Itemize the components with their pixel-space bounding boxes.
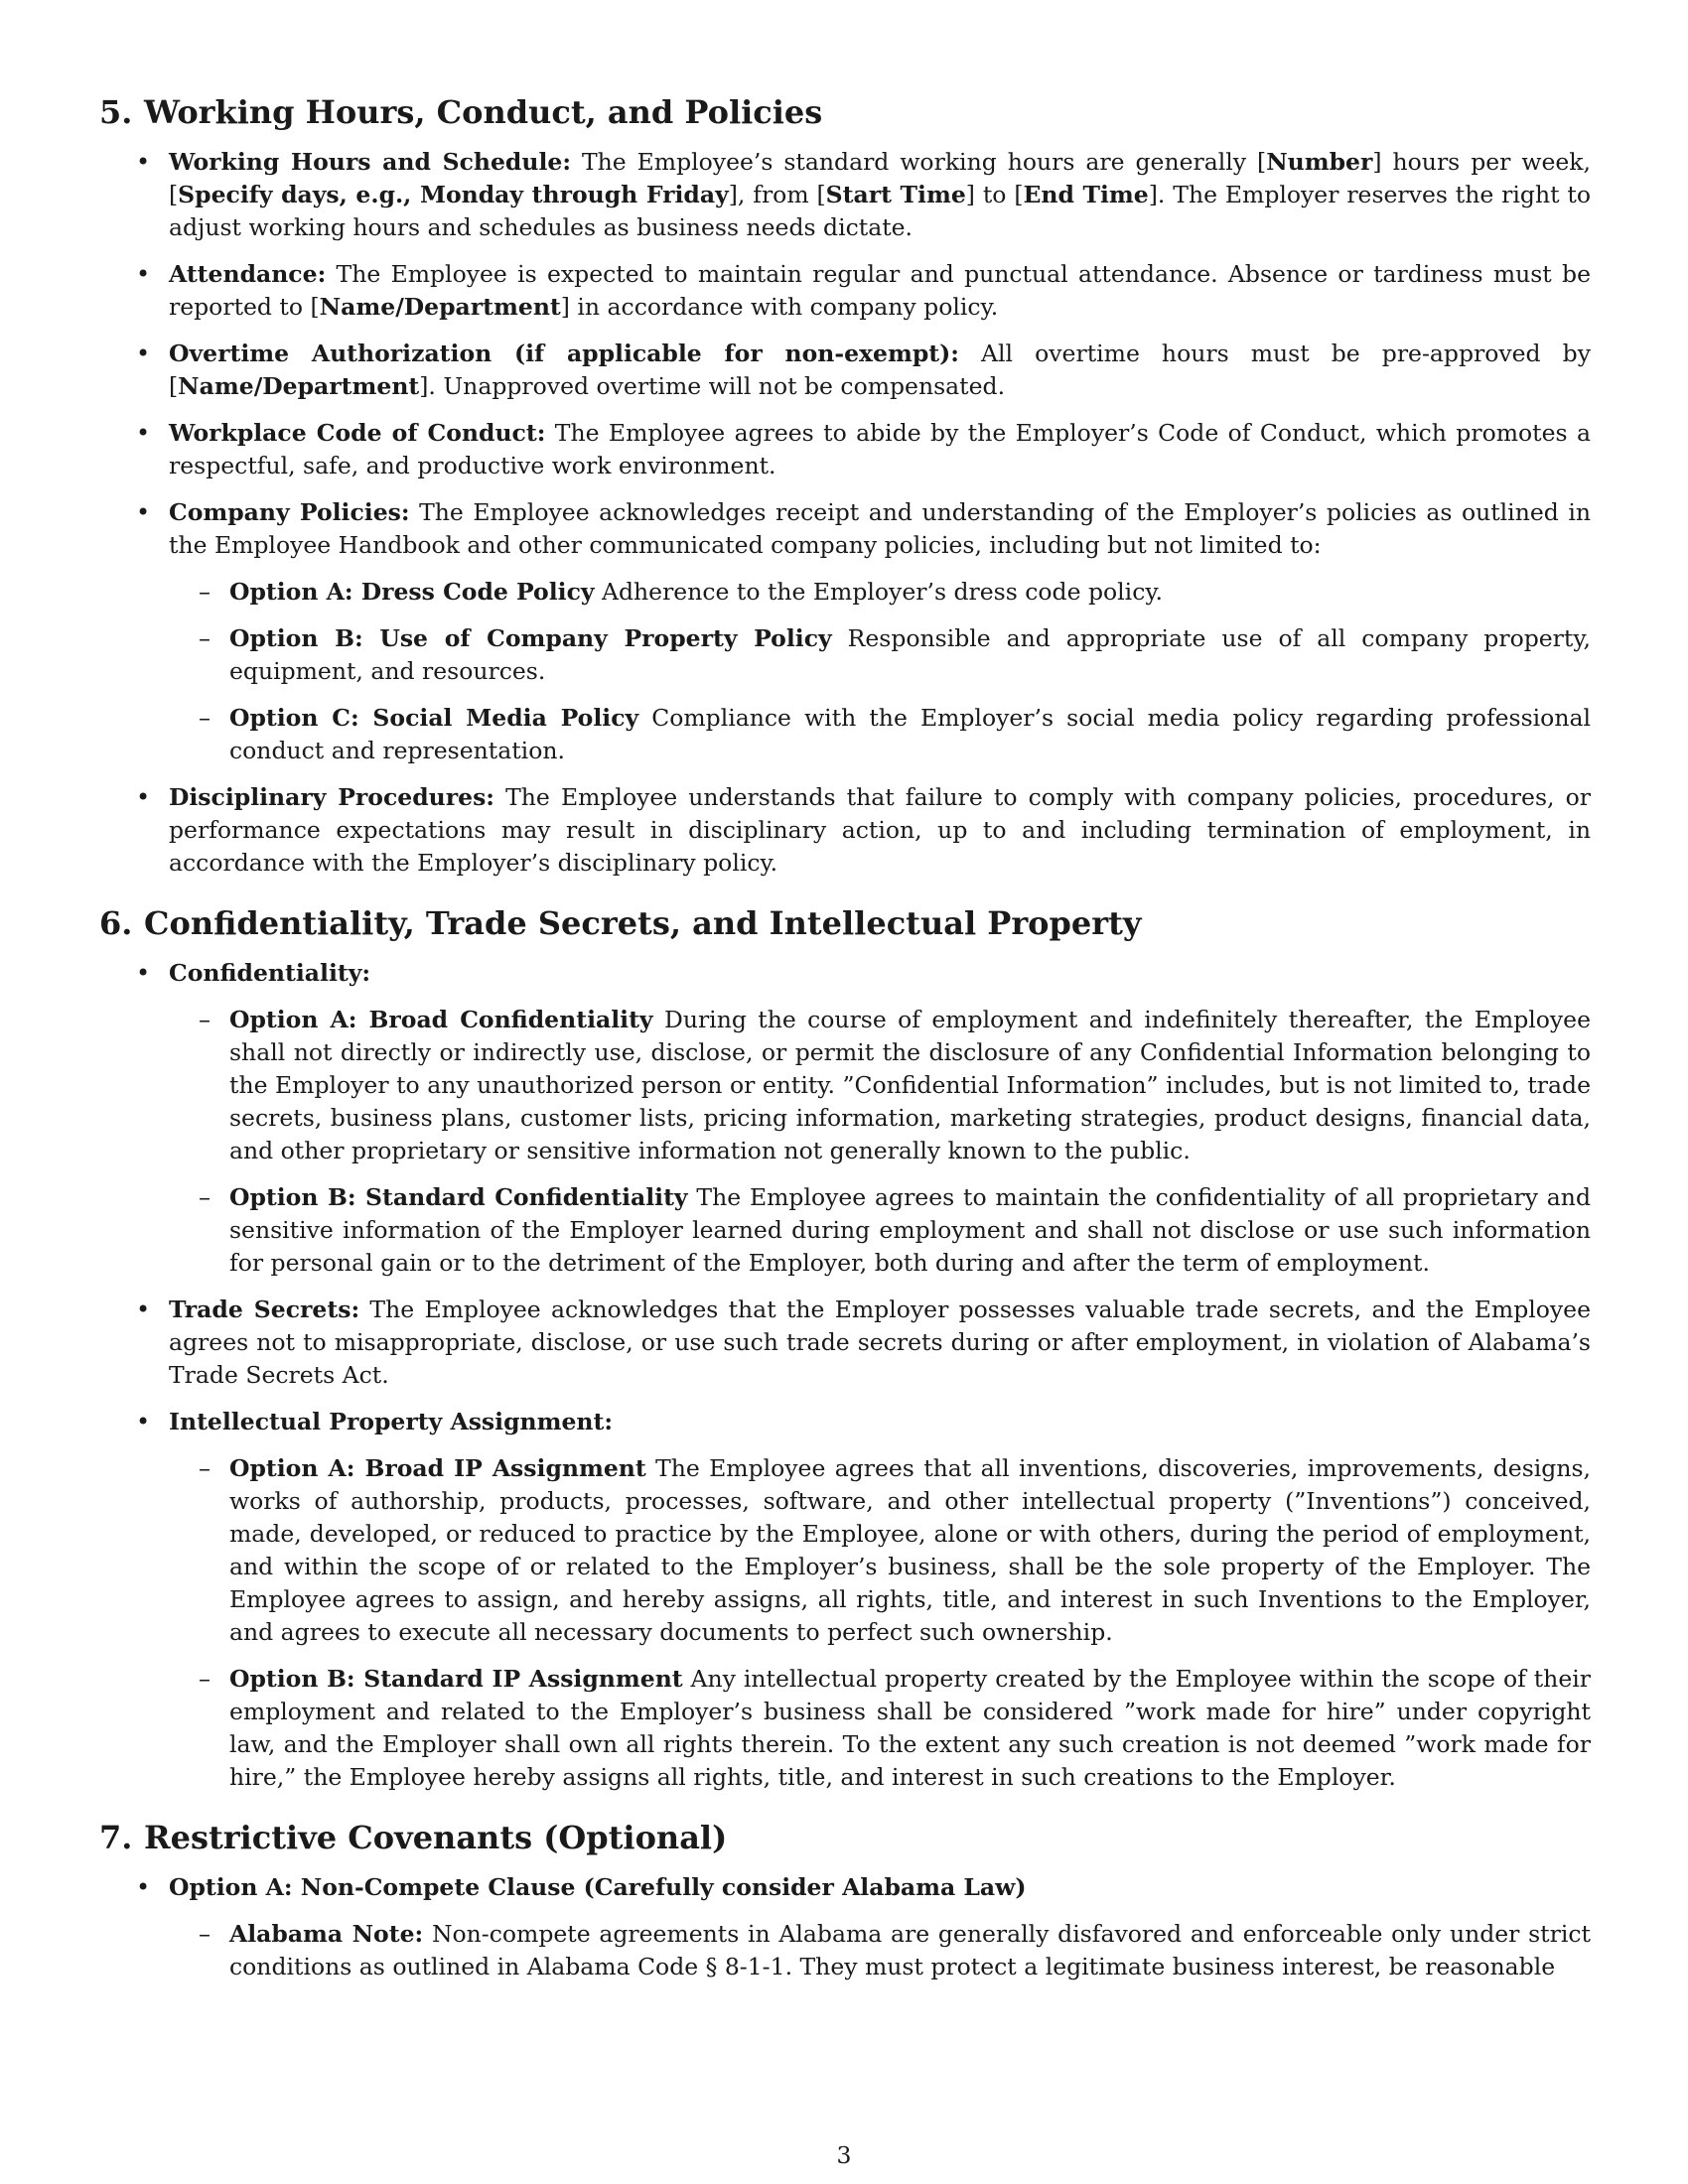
text-run: The Employee is expected to maintain regular and punctual attendance. Absence or tardiness must be reported to [	[169, 260, 1591, 321]
bold-text-run: Intellectual Property Assignment:	[169, 1408, 614, 1435]
text-run: ] to [	[965, 181, 1024, 208]
sub-list-item	[169, 622, 1591, 688]
bold-text-run: Number	[1266, 148, 1373, 176]
bold-text-run: Start Time	[825, 181, 966, 208]
text-run: The Employee agrees to maintain the confidentiality of all proprietary and sensitive information of the Employer learned during employment and shall not disclose or use such information for personal gain or to the detriment of the Employer, both during and after the term of employment.	[229, 1183, 1591, 1277]
section-5	[99, 92, 1591, 880]
list-item-text	[169, 146, 1591, 244]
text-run: ]. Unapproved overtime will not be compensated.	[419, 372, 1006, 400]
list-item-text	[169, 957, 1591, 990]
list-item	[99, 1871, 1591, 1983]
list-item	[99, 258, 1591, 324]
list-item	[99, 1294, 1591, 1392]
list-item-text	[169, 1294, 1591, 1392]
sub-list-item-text	[229, 702, 1591, 767]
bold-text-run: Option B: Standard Confidentiality	[229, 1183, 688, 1211]
bold-text-run: End Time	[1023, 181, 1149, 208]
text-run: The Employee acknowledges receipt and understanding of the Employer’s policies as outlined in the Employee Handbook and other communicated company policies, including but not limited to:	[169, 498, 1591, 559]
list-item-text	[169, 1871, 1591, 1904]
sub-list-item	[169, 1452, 1591, 1649]
text-run: All overtime hours must be pre-approved by [	[169, 340, 1592, 400]
sub-list	[169, 1452, 1591, 1794]
list-item-text	[169, 781, 1591, 880]
text-run: ] hours per week, [	[169, 148, 1591, 208]
text-run: Any intellectual property created by the Employee within the scope of their employment and related to the Employer’s business shall be considered ”work made for hire” under copyright law, and the Employer shall own all rights therein. To the extent any such creation is not deemed ”work made for hire,” the Employee hereby assigns all rights, title, and interest in such creations to the Employer.	[229, 1665, 1591, 1791]
list-item-text	[169, 1406, 1591, 1438]
text-run: Responsible and appropriate use of all company property, equipment, and resources.	[229, 624, 1591, 685]
bold-text-run: Option A: Broad IP Assignment	[229, 1454, 646, 1482]
bold-text-run: Specify days, e.g., Monday through Friday	[178, 181, 729, 208]
list-item	[99, 957, 1591, 1280]
bold-text-run: Option B: Use of Company Property Policy	[229, 624, 832, 652]
bold-text-run: Company Policies:	[169, 498, 410, 526]
sub-list	[169, 1004, 1591, 1280]
section-heading	[99, 903, 1591, 943]
sub-list-item-text	[229, 1181, 1591, 1280]
text-run: The Employee acknowledges that the Employer possesses valuable trade secrets, and the Employee agrees not to misappropriate, disclose, or use such trade secrets during or after employment, in violation of Alabama’s Trade Secrets Act.	[169, 1296, 1591, 1389]
text-run: During the course of employment and indefinitely thereafter, the Employee shall not directly or indirectly use, disclose, or permit the disclosure of any Confidential Information belonging to the Employer to any unauthorized person or entity. ”Confidential Information” includes, but is not limited to, trade secrets, business plans, customer lists, pricing information, marketing strategies, product designs, financial data, and other proprietary or sensitive information not generally known to the public.	[229, 1006, 1591, 1164]
section-title: Restrictive Covenants (Optional)	[144, 1819, 728, 1856]
section-title: Working Hours, Conduct, and Policies	[144, 93, 823, 131]
bullet-list	[99, 1871, 1591, 1983]
section-number: 5.	[99, 93, 133, 131]
bold-text-run: Workplace Code of Conduct:	[169, 419, 546, 447]
bold-text-run: Option A: Dress Code Policy	[229, 578, 595, 606]
bold-text-run: Name/Department	[178, 372, 420, 400]
sub-list-item-text	[229, 1918, 1591, 1983]
list-item	[99, 496, 1591, 767]
text-run: The Employee understands that failure to comply with company policies, procedures, or performance expectations may result in disciplinary action, up to and including termination of employment, in accordance with the Employer’s disciplinary policy.	[169, 783, 1591, 877]
text-run: Non-compete agreements in Alabama are generally disfavored and enforceable only under strict conditions as outlined in Alabama Code § 8-1-1. They must protect a legitimate business interest, be reasonable	[229, 1920, 1591, 1980]
sub-list-item-text	[229, 1452, 1591, 1649]
text-run: Compliance with the Employer’s social media policy regarding professional conduct and representation.	[229, 704, 1591, 764]
sub-list	[169, 1918, 1591, 1983]
section-number: 7.	[99, 1819, 133, 1856]
list-item-text	[169, 417, 1591, 482]
text-run: Adherence to the Employer’s dress code policy.	[594, 578, 1163, 606]
list-item	[99, 417, 1591, 482]
list-item-text	[169, 496, 1591, 562]
list-item	[99, 146, 1591, 244]
section-7	[99, 1818, 1591, 1983]
text-run: The Employee agrees that all inventions, discoveries, improvements, designs, works of authorship, products, processes, software, and other intellectual property (”Inventions”) conceived, made, developed, or reduced to practice by the Employee, alone or with others, during the period of employment, and within the scope of or related to the Employer’s business, shall be the sole property of the Employer. The Employee agrees to assign, and hereby assigns, all rights, title, and interest in such Inventions to the Employer, and agrees to execute all necessary documents to perfect such ownership.	[229, 1454, 1591, 1646]
bold-text-run: Option B: Standard IP Assignment	[229, 1665, 683, 1693]
sub-list-item-text	[229, 576, 1591, 609]
text-run: ] in accordance with company policy.	[560, 293, 999, 321]
text-run: The Employee’s standard working hours are generally [	[571, 148, 1267, 176]
sub-list-item-text	[229, 1004, 1591, 1167]
page-number: 3	[836, 2141, 852, 2169]
section-number: 6.	[99, 904, 133, 942]
section-6	[99, 903, 1591, 1794]
sub-list-item	[169, 1004, 1591, 1167]
bold-text-run: Option A: Broad Confidentiality	[229, 1006, 653, 1033]
sub-list	[169, 576, 1591, 767]
section-heading	[99, 1818, 1591, 1857]
bold-text-run: Alabama Note:	[229, 1920, 424, 1948]
bullet-list	[99, 957, 1591, 1794]
section-heading	[99, 92, 1591, 132]
bold-text-run: Option A: Non-Compete Clause (Carefully consider Alabama Law)	[169, 1873, 1027, 1901]
sub-list-item	[169, 702, 1591, 767]
list-item-text	[169, 258, 1591, 324]
document-content	[99, 92, 1591, 2007]
bold-text-run: Overtime Authorization (if applicable for non-exempt):	[169, 340, 959, 367]
bold-text-run: Trade Secrets:	[169, 1296, 360, 1323]
bold-text-run: Name/Department	[319, 293, 561, 321]
sub-list-item-text	[229, 1663, 1591, 1794]
list-item-text	[169, 338, 1591, 403]
sub-list-item	[169, 1663, 1591, 1794]
bold-text-run: Attendance:	[169, 260, 327, 288]
section-title: Confidentiality, Trade Secrets, and Intellectual Property	[144, 904, 1142, 942]
sub-list-item	[169, 1918, 1591, 1983]
list-item	[99, 338, 1591, 403]
bullet-list	[99, 146, 1591, 880]
text-run: ], from [	[728, 181, 826, 208]
text-run: The Employee agrees to abide by the Employer’s Code of Conduct, which promotes a respectful, safe, and productive work environment.	[169, 419, 1591, 479]
bold-text-run: Confidentiality:	[169, 959, 371, 987]
sub-list-item	[169, 1181, 1591, 1280]
bold-text-run: Working Hours and Schedule:	[169, 148, 571, 176]
bold-text-run: Option C: Social Media Policy	[229, 704, 639, 732]
text-run: ]. The Employer reserves the right to adjust working hours and schedules as business needs dictate.	[169, 181, 1592, 241]
sub-list-item-text	[229, 622, 1591, 688]
sub-list-item	[169, 576, 1591, 609]
list-item	[99, 1406, 1591, 1794]
list-item	[99, 781, 1591, 880]
bold-text-run: Disciplinary Procedures:	[169, 783, 494, 811]
